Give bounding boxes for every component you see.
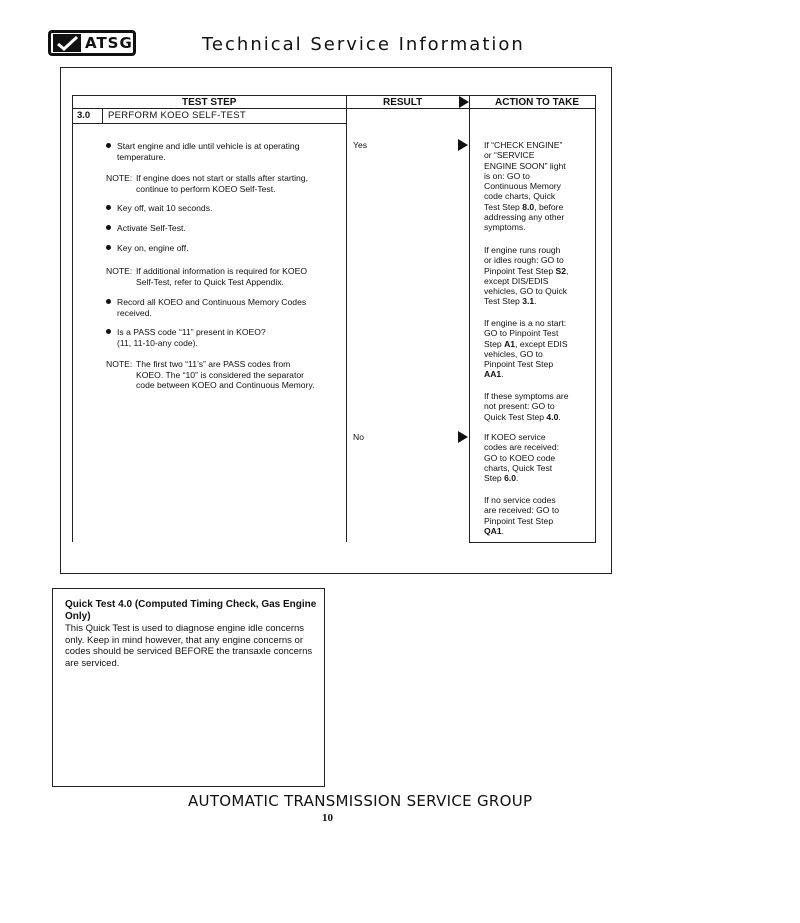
step-bullet: Start engine and idle until vehicle is at operating temperature.	[117, 141, 300, 162]
action-yes-2: If engine runs rough or idles rough: GO to Pinpoint Test Step S2, except DIS/EDIS vehicles, GO to Quick Test Step 3.1.	[484, 245, 569, 307]
atsg-logo	[48, 30, 136, 56]
page-title: Technical Service Information	[202, 34, 525, 55]
step-note-text: If engine does not start or stalls after starting, continue to perform KOEO Self-Test.	[136, 173, 308, 194]
header-test-step: TEST STEP	[182, 97, 237, 108]
action-yes-4: If these symptoms are not present: GO to Quick Test Step 4.0.	[484, 391, 569, 422]
note-body: This Quick Test is used to diagnose engine idle concerns only. Keep in mind however, that any engine concerns or codes should be serviced BEFORE the transaxle concerns are serviced.	[65, 623, 313, 669]
page-number: 10	[322, 812, 333, 824]
result-no-arrow-icon	[458, 431, 468, 443]
logo-text: ATSG	[85, 34, 133, 52]
result-yes-arrow-icon	[458, 139, 468, 151]
header-result: RESULT	[383, 97, 423, 108]
step-bullet: Is a PASS code “11” present in KOEO? (11, 11-10-any code).	[117, 327, 266, 348]
step-bullet: Key off, wait 10 seconds.	[117, 203, 213, 213]
step-note-text: If additional information is required for KOEO Self-Test, refer to Quick Test Appendix.	[136, 266, 308, 287]
note-title: Quick Test 4.0 (Computed Timing Check, Gas Engine Only)	[65, 599, 317, 622]
column-divider-action	[469, 95, 470, 542]
step-number-divider	[102, 108, 103, 123]
step-note: NOTE:	[106, 359, 133, 369]
result-no: No	[353, 432, 364, 442]
action-no-1: If KOEO service codes are received: GO to KOEO code charts, Quick Test Step 6.0.	[484, 432, 559, 484]
footer-org: AUTOMATIC TRANSMISSION SERVICE GROUP	[188, 792, 533, 810]
step-title: PERFORM KOEO SELF-TEST	[108, 110, 247, 121]
step-bullet: Key on, engine off.	[117, 243, 189, 253]
header-rule	[72, 108, 596, 109]
result-yes: Yes	[353, 140, 368, 150]
action-yes-1: If “CHECK ENGINE” or “SERVICE ENGINE SOON” light is on: GO to Continuous Memory code charts, Quick Test Step 8.0, before addressing any other symptoms.	[484, 140, 566, 233]
header-arrow-icon	[459, 96, 469, 108]
step-bullet: Record all KOEO and Continuous Memory Codes received.	[117, 297, 307, 318]
action-yes-3: If engine is a no start: GO to Pinpoint Test Step A1, except EDIS vehicles, GO to Pinpoint Test Step AA1.	[484, 318, 568, 380]
step-note: NOTE:	[106, 173, 133, 183]
header-action: ACTION TO TAKE	[495, 97, 580, 108]
logo-checkmark-icon	[53, 34, 81, 52]
step-note-text: The first two “11’s” are PASS codes from KOEO. The “10” is considered the separator code between KOEO and Continuous Memory.	[136, 359, 315, 390]
column-divider-result	[346, 95, 347, 542]
step-title-rule	[72, 123, 347, 124]
action-no-2: If no service codes are received: GO to Pinpoint Test Step QA1.	[484, 495, 559, 536]
action-bottom-rule	[469, 542, 596, 543]
step-note: NOTE:	[106, 266, 133, 276]
step-number: 3.0	[77, 110, 91, 121]
step-bullet: Activate Self-Test.	[117, 223, 186, 233]
